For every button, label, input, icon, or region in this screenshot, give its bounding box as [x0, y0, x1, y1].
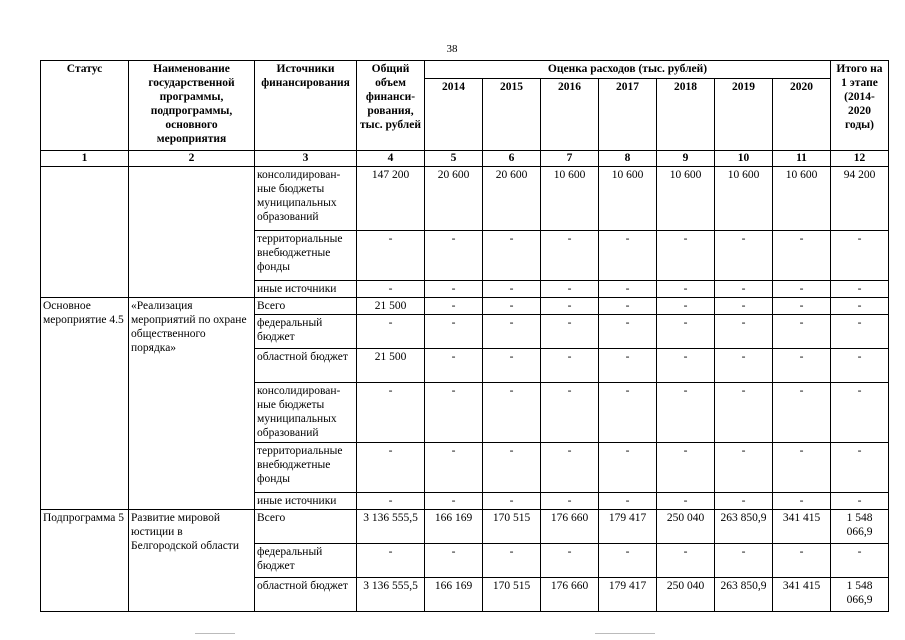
source-cell: Всего	[255, 298, 357, 315]
header-year: 2015	[483, 79, 541, 151]
program-name-cell: «Реализация мероприятий по охране общественного порядка»	[129, 298, 255, 510]
year-value-cell: -	[483, 443, 541, 493]
column-number: 7	[541, 151, 599, 167]
column-number: 8	[599, 151, 657, 167]
total-cell: -	[357, 315, 425, 349]
status-cell	[41, 167, 129, 298]
year-value-cell: -	[483, 298, 541, 315]
column-number: 5	[425, 151, 483, 167]
header-estimate: Оценка расходов (тыс. рублей)	[425, 61, 831, 79]
header-year: 2014	[425, 79, 483, 151]
stage-total-cell: -	[831, 298, 889, 315]
year-value-cell: -	[773, 493, 831, 510]
year-value-cell: 166 169	[425, 578, 483, 612]
year-value-cell: -	[599, 544, 657, 578]
year-value-cell: -	[541, 383, 599, 443]
column-number: 3	[255, 151, 357, 167]
page-number: 38	[446, 43, 458, 55]
year-value-cell: -	[715, 544, 773, 578]
year-value-cell: -	[773, 281, 831, 298]
header-name: Наименование государственной программы, подпрограммы, основного мероприятия	[129, 61, 255, 151]
year-value-cell: -	[483, 383, 541, 443]
year-value-cell: 10 600	[599, 167, 657, 231]
stage-total-cell: -	[831, 281, 889, 298]
year-value-cell: 176 660	[541, 578, 599, 612]
source-cell: областной бюджет	[255, 349, 357, 383]
year-value-cell: -	[483, 281, 541, 298]
year-value-cell: -	[657, 443, 715, 493]
year-value-cell: -	[483, 544, 541, 578]
source-cell: консолидирован-ные бюджеты муниципальных образований	[255, 167, 357, 231]
year-value-cell: -	[425, 544, 483, 578]
year-value-cell: -	[541, 281, 599, 298]
year-value-cell: -	[541, 349, 599, 383]
year-value-cell: -	[715, 443, 773, 493]
header-year: 2020	[773, 79, 831, 151]
total-cell: -	[357, 493, 425, 510]
year-value-cell: -	[657, 281, 715, 298]
stage-total-cell: -	[831, 544, 889, 578]
year-value-cell: -	[483, 493, 541, 510]
year-value-cell: -	[773, 315, 831, 349]
year-value-cell: -	[773, 443, 831, 493]
table-header	[41, 61, 889, 167]
year-value-cell: 170 515	[483, 510, 541, 544]
header-year: 2017	[599, 79, 657, 151]
stage-total-cell: 94 200	[831, 167, 889, 231]
year-value-cell: -	[657, 544, 715, 578]
year-value-cell: -	[483, 315, 541, 349]
total-cell: -	[357, 281, 425, 298]
header-stage-total: Итого на 1 этапе (2014-2020 годы)	[831, 61, 889, 151]
year-value-cell: 341 415	[773, 510, 831, 544]
year-value-cell: -	[541, 315, 599, 349]
stage-total-cell: -	[831, 315, 889, 349]
scan-artifact	[195, 633, 235, 634]
year-value-cell: -	[599, 281, 657, 298]
column-number-row	[41, 151, 889, 167]
year-value-cell: 176 660	[541, 510, 599, 544]
year-value-cell: -	[657, 383, 715, 443]
source-cell: территориальные внебюджетные фонды	[255, 231, 357, 281]
stage-total-cell: -	[831, 383, 889, 443]
column-number: 11	[773, 151, 831, 167]
year-value-cell: 179 417	[599, 510, 657, 544]
year-value-cell: -	[599, 443, 657, 493]
year-value-cell: -	[599, 315, 657, 349]
year-value-cell: 10 600	[715, 167, 773, 231]
year-value-cell: -	[657, 349, 715, 383]
year-value-cell: 10 600	[773, 167, 831, 231]
year-value-cell: -	[425, 383, 483, 443]
total-cell: 3 136 555,5	[357, 578, 425, 612]
source-cell: территориальные внебюджетные фонды	[255, 443, 357, 493]
year-value-cell: -	[599, 349, 657, 383]
column-number: 4	[357, 151, 425, 167]
year-value-cell: -	[599, 493, 657, 510]
year-value-cell: -	[425, 281, 483, 298]
total-cell: 21 500	[357, 298, 425, 315]
year-value-cell: -	[483, 349, 541, 383]
header-year: 2018	[657, 79, 715, 151]
total-cell: 3 136 555,5	[357, 510, 425, 544]
year-value-cell: -	[541, 544, 599, 578]
source-cell: федеральный бюджет	[255, 315, 357, 349]
header-sources: Источники финансирования	[255, 61, 357, 151]
table-row	[41, 298, 889, 315]
column-number: 2	[129, 151, 255, 167]
year-value-cell: -	[773, 231, 831, 281]
scan-artifact	[595, 633, 655, 634]
column-number: 9	[657, 151, 715, 167]
year-value-cell: -	[541, 298, 599, 315]
year-value-cell: -	[657, 493, 715, 510]
year-value-cell: -	[657, 231, 715, 281]
year-value-cell: -	[657, 298, 715, 315]
year-value-cell: 263 850,9	[715, 578, 773, 612]
year-value-cell: 250 040	[657, 578, 715, 612]
header-total: Общий объем финанси-рования, тыс. рублей	[357, 61, 425, 151]
year-value-cell: 263 850,9	[715, 510, 773, 544]
year-value-cell: -	[657, 315, 715, 349]
year-value-cell: -	[483, 231, 541, 281]
year-value-cell: -	[715, 493, 773, 510]
total-cell: -	[357, 383, 425, 443]
stage-total-cell: -	[831, 231, 889, 281]
status-cell: Подпрограмма 5	[41, 510, 129, 612]
year-value-cell: -	[599, 383, 657, 443]
year-value-cell: -	[773, 544, 831, 578]
year-value-cell: 20 600	[483, 167, 541, 231]
total-cell: 21 500	[357, 349, 425, 383]
year-value-cell: -	[715, 383, 773, 443]
year-value-cell: -	[425, 231, 483, 281]
year-value-cell: 10 600	[541, 167, 599, 231]
source-cell: иные источники	[255, 281, 357, 298]
total-cell: -	[357, 544, 425, 578]
table-row	[41, 167, 889, 231]
stage-total-cell: -	[831, 443, 889, 493]
header-year: 2016	[541, 79, 599, 151]
year-value-cell: 170 515	[483, 578, 541, 612]
year-value-cell: -	[715, 298, 773, 315]
stage-total-cell: 1 548 066,9	[831, 510, 889, 544]
year-value-cell: 20 600	[425, 167, 483, 231]
year-value-cell: 166 169	[425, 510, 483, 544]
source-cell: Всего	[255, 510, 357, 544]
expenditure-table	[40, 60, 889, 612]
year-value-cell: -	[425, 315, 483, 349]
year-value-cell: -	[541, 231, 599, 281]
year-value-cell: -	[425, 443, 483, 493]
table-row	[41, 510, 889, 544]
year-value-cell: -	[715, 315, 773, 349]
year-value-cell: -	[773, 383, 831, 443]
table-body	[41, 167, 889, 612]
year-value-cell: -	[715, 281, 773, 298]
column-number: 6	[483, 151, 541, 167]
source-cell: иные источники	[255, 493, 357, 510]
stage-total-cell: -	[831, 349, 889, 383]
column-number: 12	[831, 151, 889, 167]
total-cell: 147 200	[357, 167, 425, 231]
source-cell: федеральный бюджет	[255, 544, 357, 578]
year-value-cell: -	[541, 493, 599, 510]
year-value-cell: -	[715, 231, 773, 281]
status-cell: Основное мероприятие 4.5	[41, 298, 129, 510]
year-value-cell: -	[425, 298, 483, 315]
source-cell: областной бюджет	[255, 578, 357, 612]
column-number: 10	[715, 151, 773, 167]
year-value-cell: -	[599, 231, 657, 281]
year-value-cell: 250 040	[657, 510, 715, 544]
year-value-cell: -	[425, 349, 483, 383]
year-value-cell: -	[599, 298, 657, 315]
year-value-cell: 341 415	[773, 578, 831, 612]
year-value-cell: -	[425, 493, 483, 510]
header-year: 2019	[715, 79, 773, 151]
year-value-cell: -	[773, 349, 831, 383]
year-value-cell: 179 417	[599, 578, 657, 612]
stage-total-cell: 1 548 066,9	[831, 578, 889, 612]
stage-total-cell: -	[831, 493, 889, 510]
total-cell: -	[357, 231, 425, 281]
header-status: Статус	[41, 61, 129, 151]
year-value-cell: 10 600	[657, 167, 715, 231]
program-name-cell: Развитие мировой юстиции в Белгородской области	[129, 510, 255, 612]
column-number: 1	[41, 151, 129, 167]
year-value-cell: -	[773, 298, 831, 315]
total-cell: -	[357, 443, 425, 493]
year-value-cell: -	[541, 443, 599, 493]
program-name-cell	[129, 167, 255, 298]
year-value-cell: -	[715, 349, 773, 383]
source-cell: консолидирован-ные бюджеты муниципальных образований	[255, 383, 357, 443]
